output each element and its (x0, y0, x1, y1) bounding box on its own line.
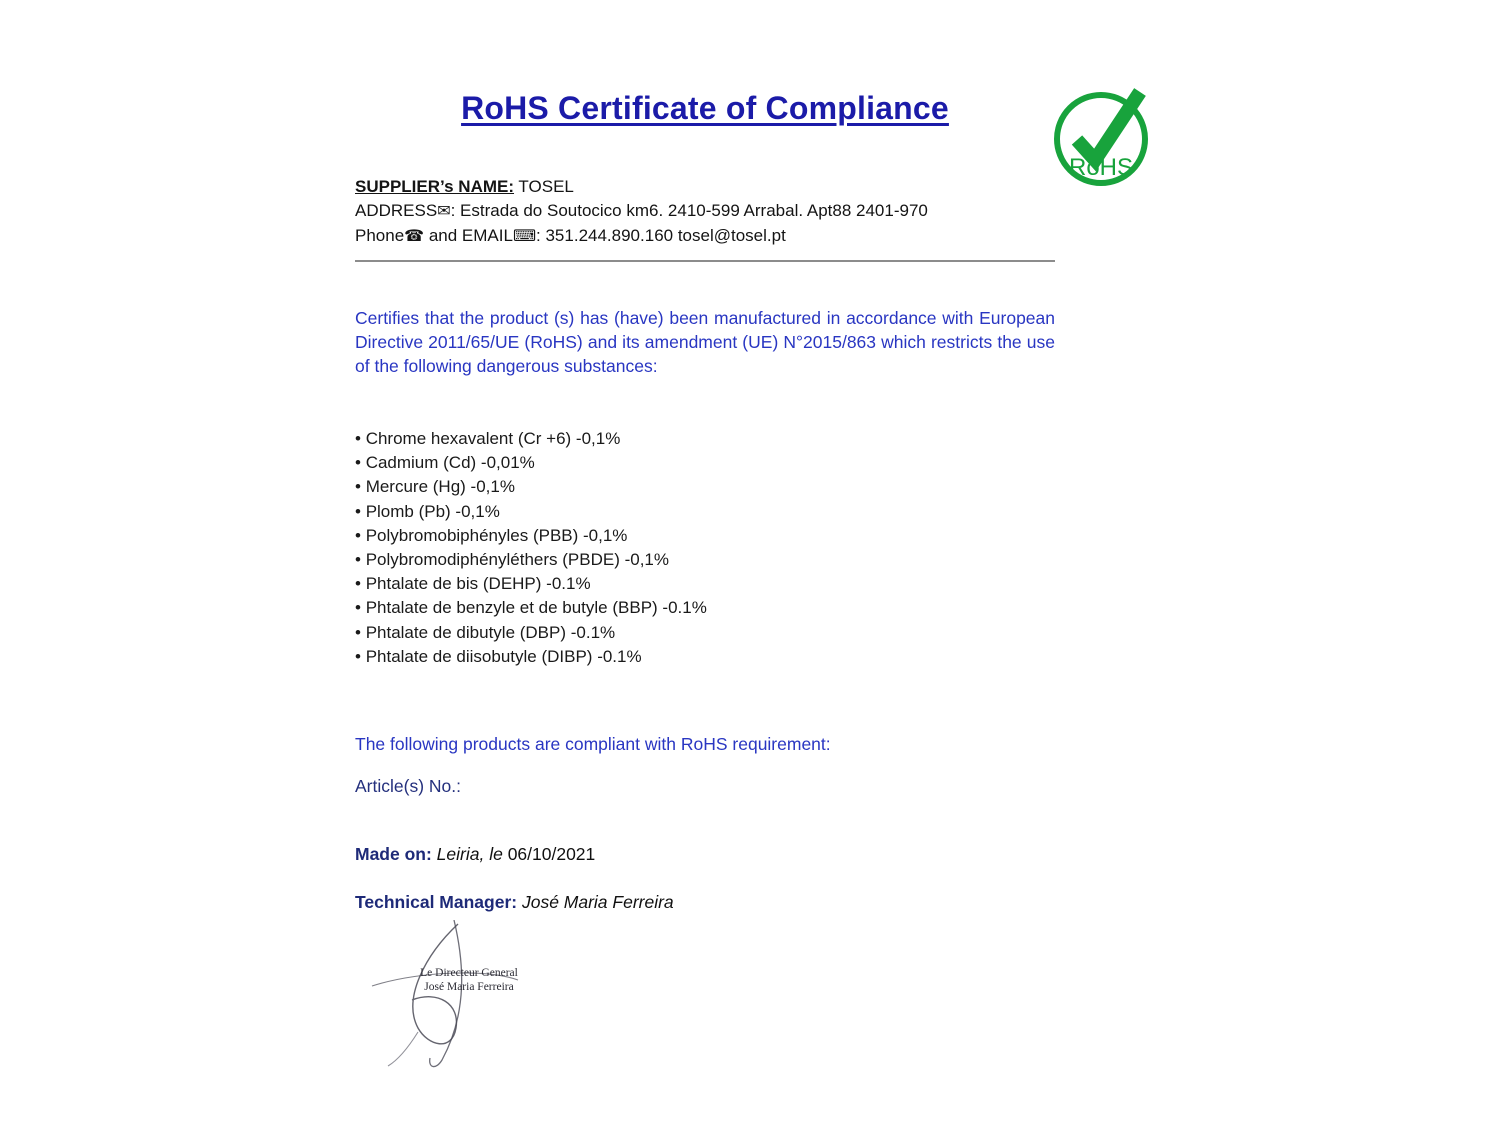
signature-scribble (358, 920, 578, 1080)
signature-block (358, 920, 578, 1080)
page-title (355, 90, 1055, 127)
signature-name: José Maria Ferreira (424, 981, 514, 993)
page-title-text: RoHS Certificate of Compliance (461, 90, 949, 126)
phone-label: Phone (355, 226, 405, 245)
article-number-line: Article(s) No.: (355, 776, 461, 796)
substance-item: • Phtalate de diisobutyle (DIBP) -0.1% (355, 645, 707, 669)
email-label: and EMAIL (424, 226, 513, 245)
made-on-label: Made on: (355, 844, 432, 864)
substance-item: • Polybromodiphényléthers (PBDE) -0,1% (355, 548, 707, 572)
address-label: ADDRESS (355, 201, 438, 220)
substance-list (355, 427, 707, 669)
supplier-address-line (355, 199, 928, 224)
supplier-block (355, 175, 928, 249)
substance-item: • Mercure (Hg) -0,1% (355, 475, 707, 499)
substance-item: • Phtalate de bis (DEHP) -0.1% (355, 572, 707, 596)
substance-item: • Phtalate de dibutyle (DBP) -0.1% (355, 621, 707, 645)
substance-item: • Polybromobiphényles (PBB) -0,1% (355, 524, 707, 548)
computer-icon: ⌨ (512, 228, 537, 245)
supplier-name-label: SUPPLIER’s NAME: (355, 177, 515, 196)
substance-item: • Plomb (Pb) -0,1% (355, 500, 707, 524)
supplier-name-value: TOSEL (514, 177, 574, 196)
rohs-logo-graphic (1048, 80, 1158, 190)
envelope-icon: ✉ (437, 203, 451, 220)
substance-item: • Cadmium (Cd) -0,01% (355, 451, 707, 475)
rohs-logo-label: RoHS (1068, 154, 1134, 181)
supplier-contact-line (355, 224, 928, 249)
supplier-name-line (355, 175, 928, 199)
phone-icon: ☎ (404, 228, 425, 245)
signature-text (384, 966, 554, 994)
technical-manager-line (355, 892, 674, 913)
certification-paragraph: Certifies that the product (s) has (have) been manufactured in accordance with European Directive 2011/65/UE (RoHS) and its amendment (UE) N°2015/863 which restricts the use of the following dangerous substances: (355, 308, 1055, 376)
made-on-place: Leiria, le (431, 844, 508, 864)
made-on-line (355, 844, 595, 865)
rohs-logo (1048, 80, 1158, 190)
technical-manager-name: José Maria Ferreira (517, 892, 674, 912)
substance-item: • Chrome hexavalent (Cr +6) -0,1% (355, 427, 707, 451)
signature-title: Le Directeur General (420, 967, 518, 979)
technical-manager-label: Technical Manager: (355, 892, 518, 912)
contact-value: : 351.244.890.160 tosel@tosel.pt (536, 226, 786, 245)
substance-item: • Phtalate de benzyle et de butyle (BBP) -0.1% (355, 596, 707, 620)
header-divider (355, 260, 1055, 262)
address-value: : Estrada do Soutocico km6. 2410-599 Arrabal. Apt88 2401-970 (450, 201, 928, 220)
made-on-date: 06/10/2021 (507, 844, 596, 864)
compliance-statement: The following products are compliant with RoHS requirement: (355, 734, 831, 754)
